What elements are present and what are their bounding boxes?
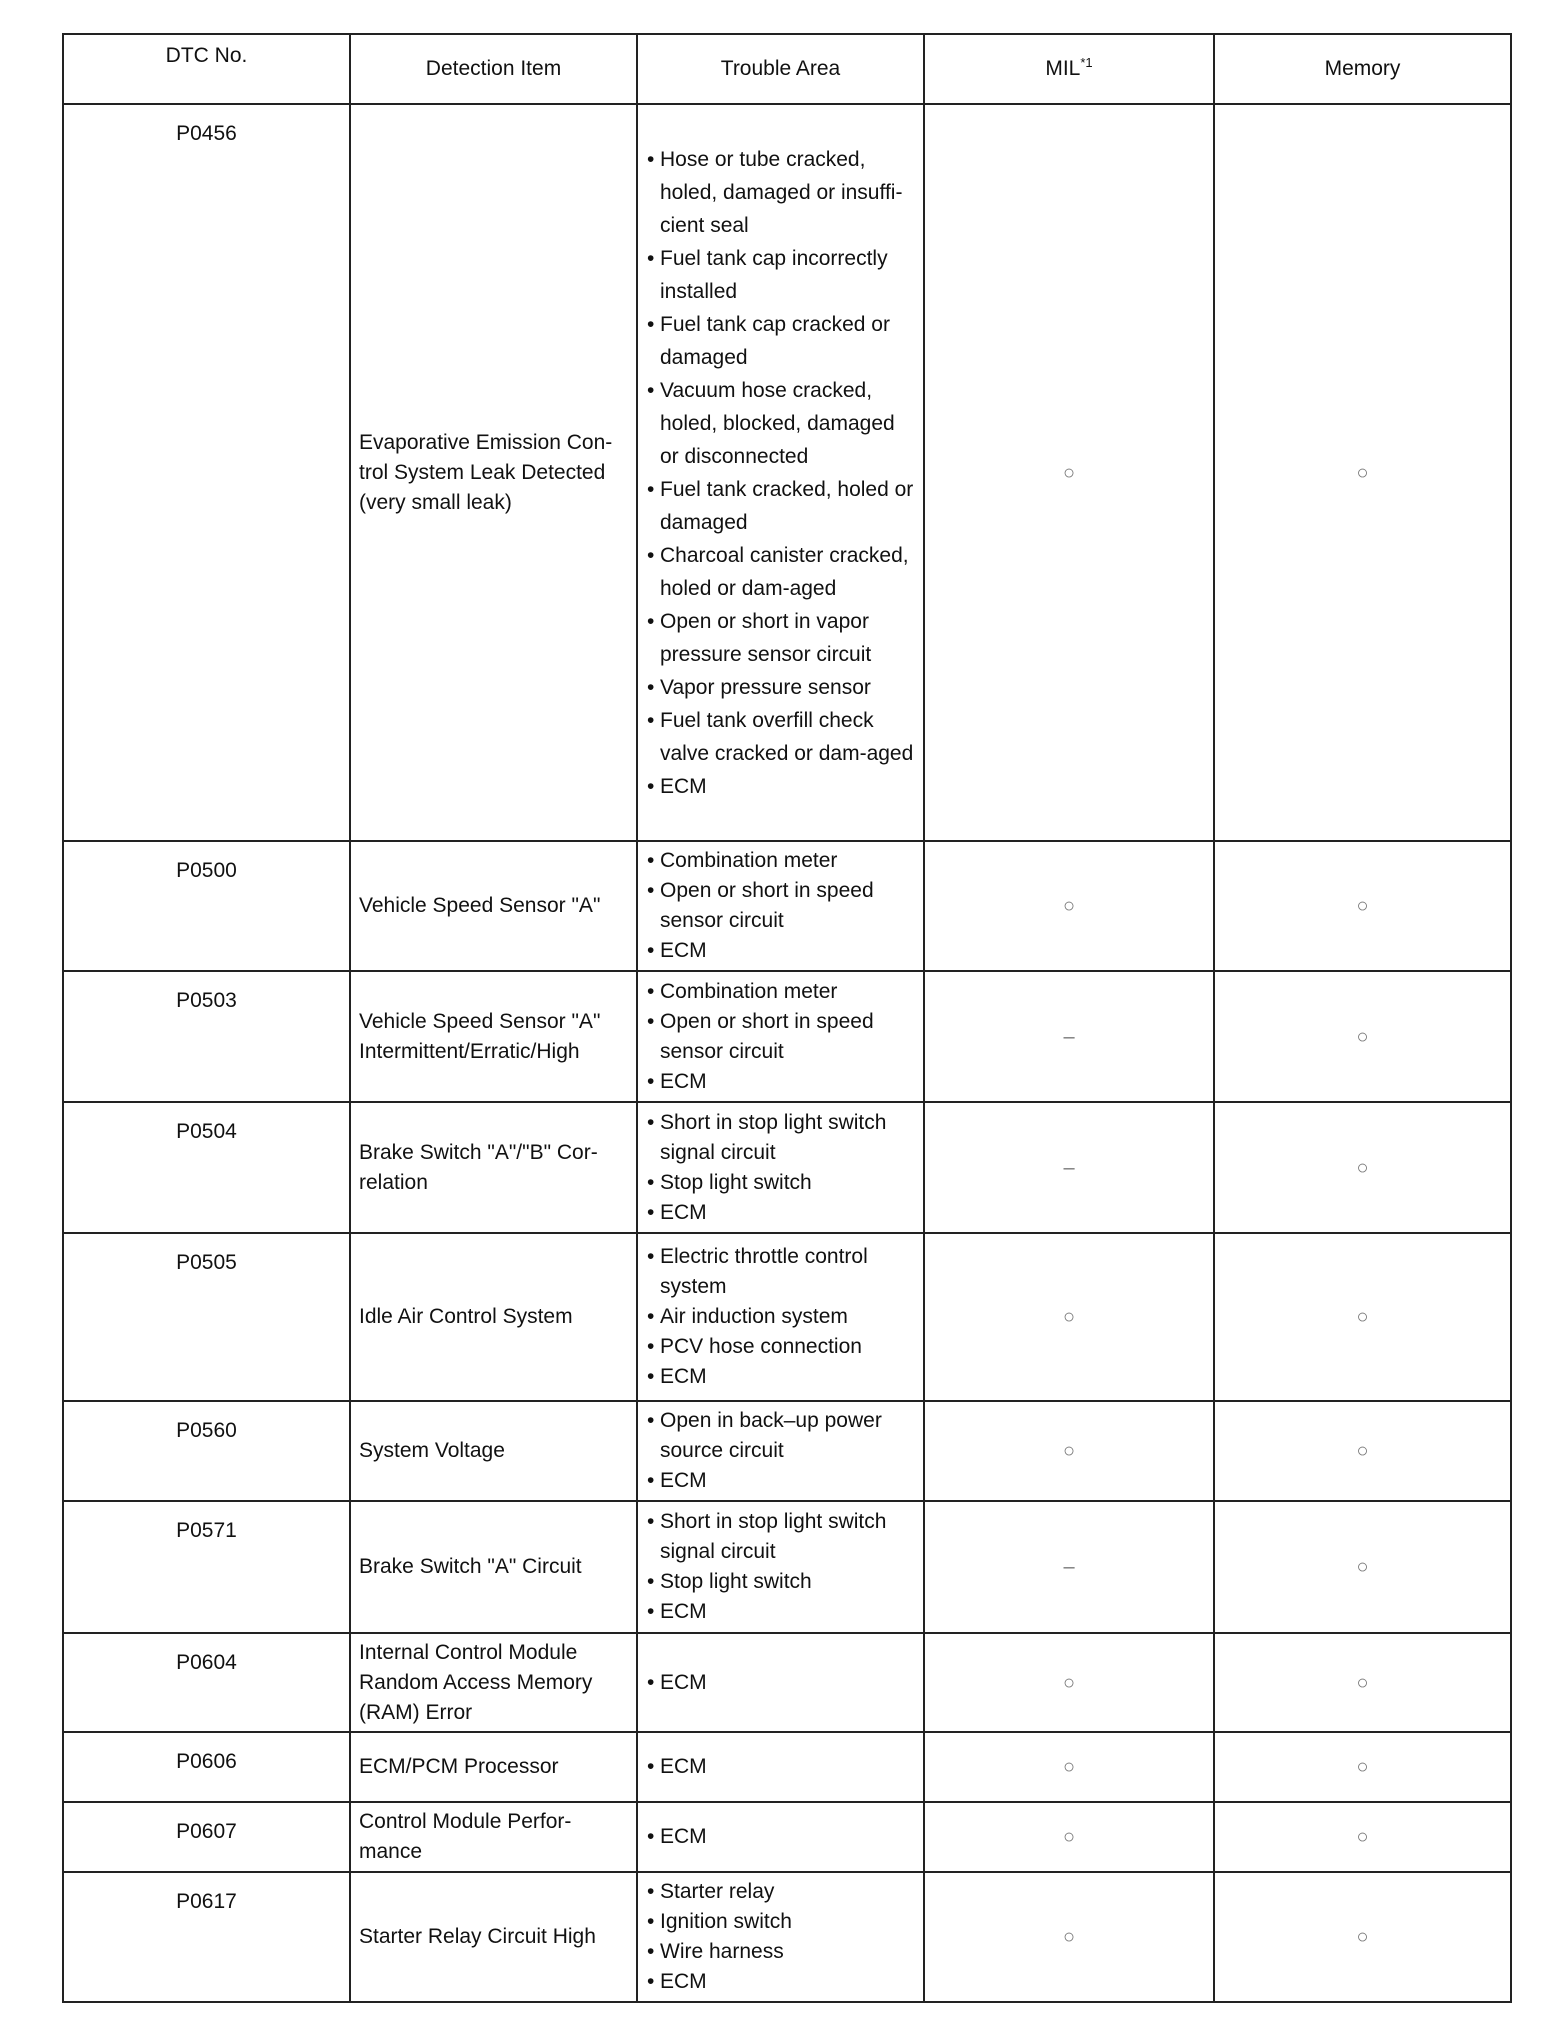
- mil-status-cell: ○: [924, 1233, 1214, 1401]
- trouble-area-item: • Vacuum hose cracked, holed, blocked, damaged or disconnected: [646, 374, 919, 473]
- header-dtc-no: DTC No.: [63, 34, 350, 104]
- trouble-area-item: • Stop light switch: [646, 1168, 919, 1198]
- mil-status-cell: ○: [924, 1633, 1214, 1732]
- trouble-area-item: • Ignition switch: [646, 1907, 919, 1937]
- trouble-area-item: • Stop light switch: [646, 1567, 919, 1597]
- detection-item-cell: Internal Control Module Random Access Memory (RAM) Error: [350, 1633, 637, 1732]
- dtc-code-cell: P0607: [63, 1802, 350, 1872]
- trouble-area-item: • ECM: [646, 1067, 919, 1097]
- dtc-code-cell: P0617: [63, 1872, 350, 2002]
- memory-status-cell: ○: [1214, 1802, 1511, 1872]
- trouble-area-item: • ECM: [646, 936, 919, 966]
- trouble-area-item: • Short in stop light switch signal circuit: [646, 1507, 919, 1567]
- trouble-area-item: • Open or short in speed sensor circuit: [646, 1007, 919, 1067]
- memory-status-cell: ○: [1214, 1233, 1511, 1401]
- table-row: [63, 104, 1511, 841]
- mil-status-cell: ○: [924, 1802, 1214, 1872]
- header-row: [63, 34, 1511, 104]
- table-row: [63, 1802, 1511, 1872]
- mil-status-cell: –: [924, 1501, 1214, 1633]
- trouble-area-item: • ECM: [646, 1967, 919, 1997]
- dtc-code-cell: P0505: [63, 1233, 350, 1401]
- memory-status-cell: ○: [1214, 1872, 1511, 2002]
- trouble-area-list: [646, 1822, 919, 1852]
- detection-item-cell: Vehicle Speed Sensor "A" Intermittent/Erratic/High: [350, 971, 637, 1102]
- detection-item-cell: System Voltage: [350, 1401, 637, 1501]
- trouble-area-item: • Fuel tank cracked, holed or damaged: [646, 473, 919, 539]
- dtc-code-cell: P0571: [63, 1501, 350, 1633]
- memory-status-cell: ○: [1214, 1501, 1511, 1633]
- trouble-area-item: • Hose or tube cracked, holed, damaged or insuffi-cient seal: [646, 143, 919, 242]
- trouble-area-list: [646, 143, 919, 803]
- dtc-code-cell: P0604: [63, 1633, 350, 1732]
- trouble-area-cell: [637, 841, 924, 971]
- trouble-area-item: • Electric throttle control system: [646, 1242, 919, 1302]
- dtc-code-cell: P0606: [63, 1732, 350, 1802]
- trouble-area-cell: [637, 971, 924, 1102]
- trouble-area-cell: [637, 1102, 924, 1233]
- mil-status-cell: ○: [924, 841, 1214, 971]
- trouble-area-item: • Fuel tank cap incorrectly installed: [646, 242, 919, 308]
- trouble-area-item: • ECM: [646, 1822, 919, 1852]
- detection-item-cell: Idle Air Control System: [350, 1233, 637, 1401]
- table-body: [63, 104, 1511, 2002]
- detection-item-cell: Brake Switch "A" Circuit: [350, 1501, 637, 1633]
- table-row: [63, 971, 1511, 1102]
- trouble-area-item: • PCV hose connection: [646, 1332, 919, 1362]
- trouble-area-item: • Fuel tank overfill check valve cracked or dam-aged: [646, 704, 919, 770]
- table-row: [63, 1401, 1511, 1501]
- trouble-area-item: • Open or short in vapor pressure sensor circuit: [646, 605, 919, 671]
- trouble-area-list: [646, 1877, 919, 1997]
- trouble-area-cell: [637, 1872, 924, 2002]
- trouble-area-item: • Vapor pressure sensor: [646, 671, 919, 704]
- trouble-area-cell: [637, 1401, 924, 1501]
- memory-status-cell: ○: [1214, 1401, 1511, 1501]
- trouble-area-list: [646, 1507, 919, 1627]
- detection-item-cell: Brake Switch "A"/"B" Cor-relation: [350, 1102, 637, 1233]
- trouble-area-item: • ECM: [646, 1752, 919, 1782]
- memory-status-cell: ○: [1214, 1102, 1511, 1233]
- trouble-area-item: • Wire harness: [646, 1937, 919, 1967]
- mil-status-cell: ○: [924, 1872, 1214, 2002]
- header-mil-label: MIL: [1045, 57, 1081, 80]
- dtc-code-cell: P0456: [63, 104, 350, 841]
- trouble-area-cell: [637, 1732, 924, 1802]
- header-detection-item: Detection Item: [350, 34, 637, 104]
- trouble-area-list: [646, 1108, 919, 1228]
- mil-status-cell: ○: [924, 1401, 1214, 1501]
- table-row: [63, 1501, 1511, 1633]
- table-row: [63, 1102, 1511, 1233]
- memory-status-cell: ○: [1214, 841, 1511, 971]
- memory-status-cell: ○: [1214, 1633, 1511, 1732]
- trouble-area-item: • Charcoal canister cracked, holed or dam-aged: [646, 539, 919, 605]
- trouble-area-item: • Open in back–up power source circuit: [646, 1406, 919, 1466]
- dtc-code-cell: P0560: [63, 1401, 350, 1501]
- detection-item-cell: ECM/PCM Processor: [350, 1732, 637, 1802]
- trouble-area-list: [646, 1752, 919, 1782]
- trouble-area-item: • ECM: [646, 1668, 919, 1698]
- table-row: [63, 1633, 1511, 1732]
- trouble-area-list: [646, 1242, 919, 1392]
- trouble-area-item: • ECM: [646, 1466, 919, 1496]
- trouble-area-item: • Starter relay: [646, 1877, 919, 1907]
- trouble-area-list: [646, 1406, 919, 1496]
- memory-status-cell: ○: [1214, 971, 1511, 1102]
- trouble-area-list: [646, 977, 919, 1097]
- trouble-area-item: • ECM: [646, 1198, 919, 1228]
- trouble-area-item: • ECM: [646, 1597, 919, 1627]
- trouble-area-cell: [637, 1501, 924, 1633]
- trouble-area-item: • Air induction system: [646, 1302, 919, 1332]
- trouble-area-cell: [637, 1802, 924, 1872]
- dtc-code-cell: P0500: [63, 841, 350, 971]
- trouble-area-cell: [637, 1633, 924, 1732]
- table-row: [63, 1872, 1511, 2002]
- trouble-area-item: • Fuel tank cap cracked or damaged: [646, 308, 919, 374]
- mil-status-cell: ○: [924, 104, 1214, 841]
- table-row: [63, 1233, 1511, 1401]
- detection-item-cell: Vehicle Speed Sensor "A": [350, 841, 637, 971]
- dtc-code-cell: P0503: [63, 971, 350, 1102]
- trouble-area-item: • Combination meter: [646, 977, 919, 1007]
- trouble-area-item: • Short in stop light switch signal circuit: [646, 1108, 919, 1168]
- table-header: [63, 34, 1511, 104]
- header-trouble-area: Trouble Area: [637, 34, 924, 104]
- dtc-code-cell: P0504: [63, 1102, 350, 1233]
- header-mil-footnote: *1: [1080, 55, 1093, 70]
- header-mil: [924, 34, 1214, 104]
- detection-item-cell: Evaporative Emission Con-trol System Leak Detected (very small leak): [350, 104, 637, 841]
- trouble-area-item: • Combination meter: [646, 846, 919, 876]
- trouble-area-item: • ECM: [646, 770, 919, 803]
- detection-item-cell: Control Module Perfor-mance: [350, 1802, 637, 1872]
- table-row: [63, 1732, 1511, 1802]
- table-row: [63, 841, 1511, 971]
- trouble-area-cell: [637, 1233, 924, 1401]
- memory-status-cell: ○: [1214, 104, 1511, 841]
- mil-status-cell: ○: [924, 1732, 1214, 1802]
- trouble-area-list: [646, 1668, 919, 1698]
- mil-status-cell: –: [924, 971, 1214, 1102]
- trouble-area-item: • Open or short in speed sensor circuit: [646, 876, 919, 936]
- trouble-area-cell: [637, 104, 924, 841]
- mil-status-cell: –: [924, 1102, 1214, 1233]
- dtc-table: [62, 33, 1512, 2003]
- detection-item-cell: Starter Relay Circuit High: [350, 1872, 637, 2002]
- header-memory: Memory: [1214, 34, 1511, 104]
- memory-status-cell: ○: [1214, 1732, 1511, 1802]
- trouble-area-list: [646, 846, 919, 966]
- trouble-area-item: • ECM: [646, 1362, 919, 1392]
